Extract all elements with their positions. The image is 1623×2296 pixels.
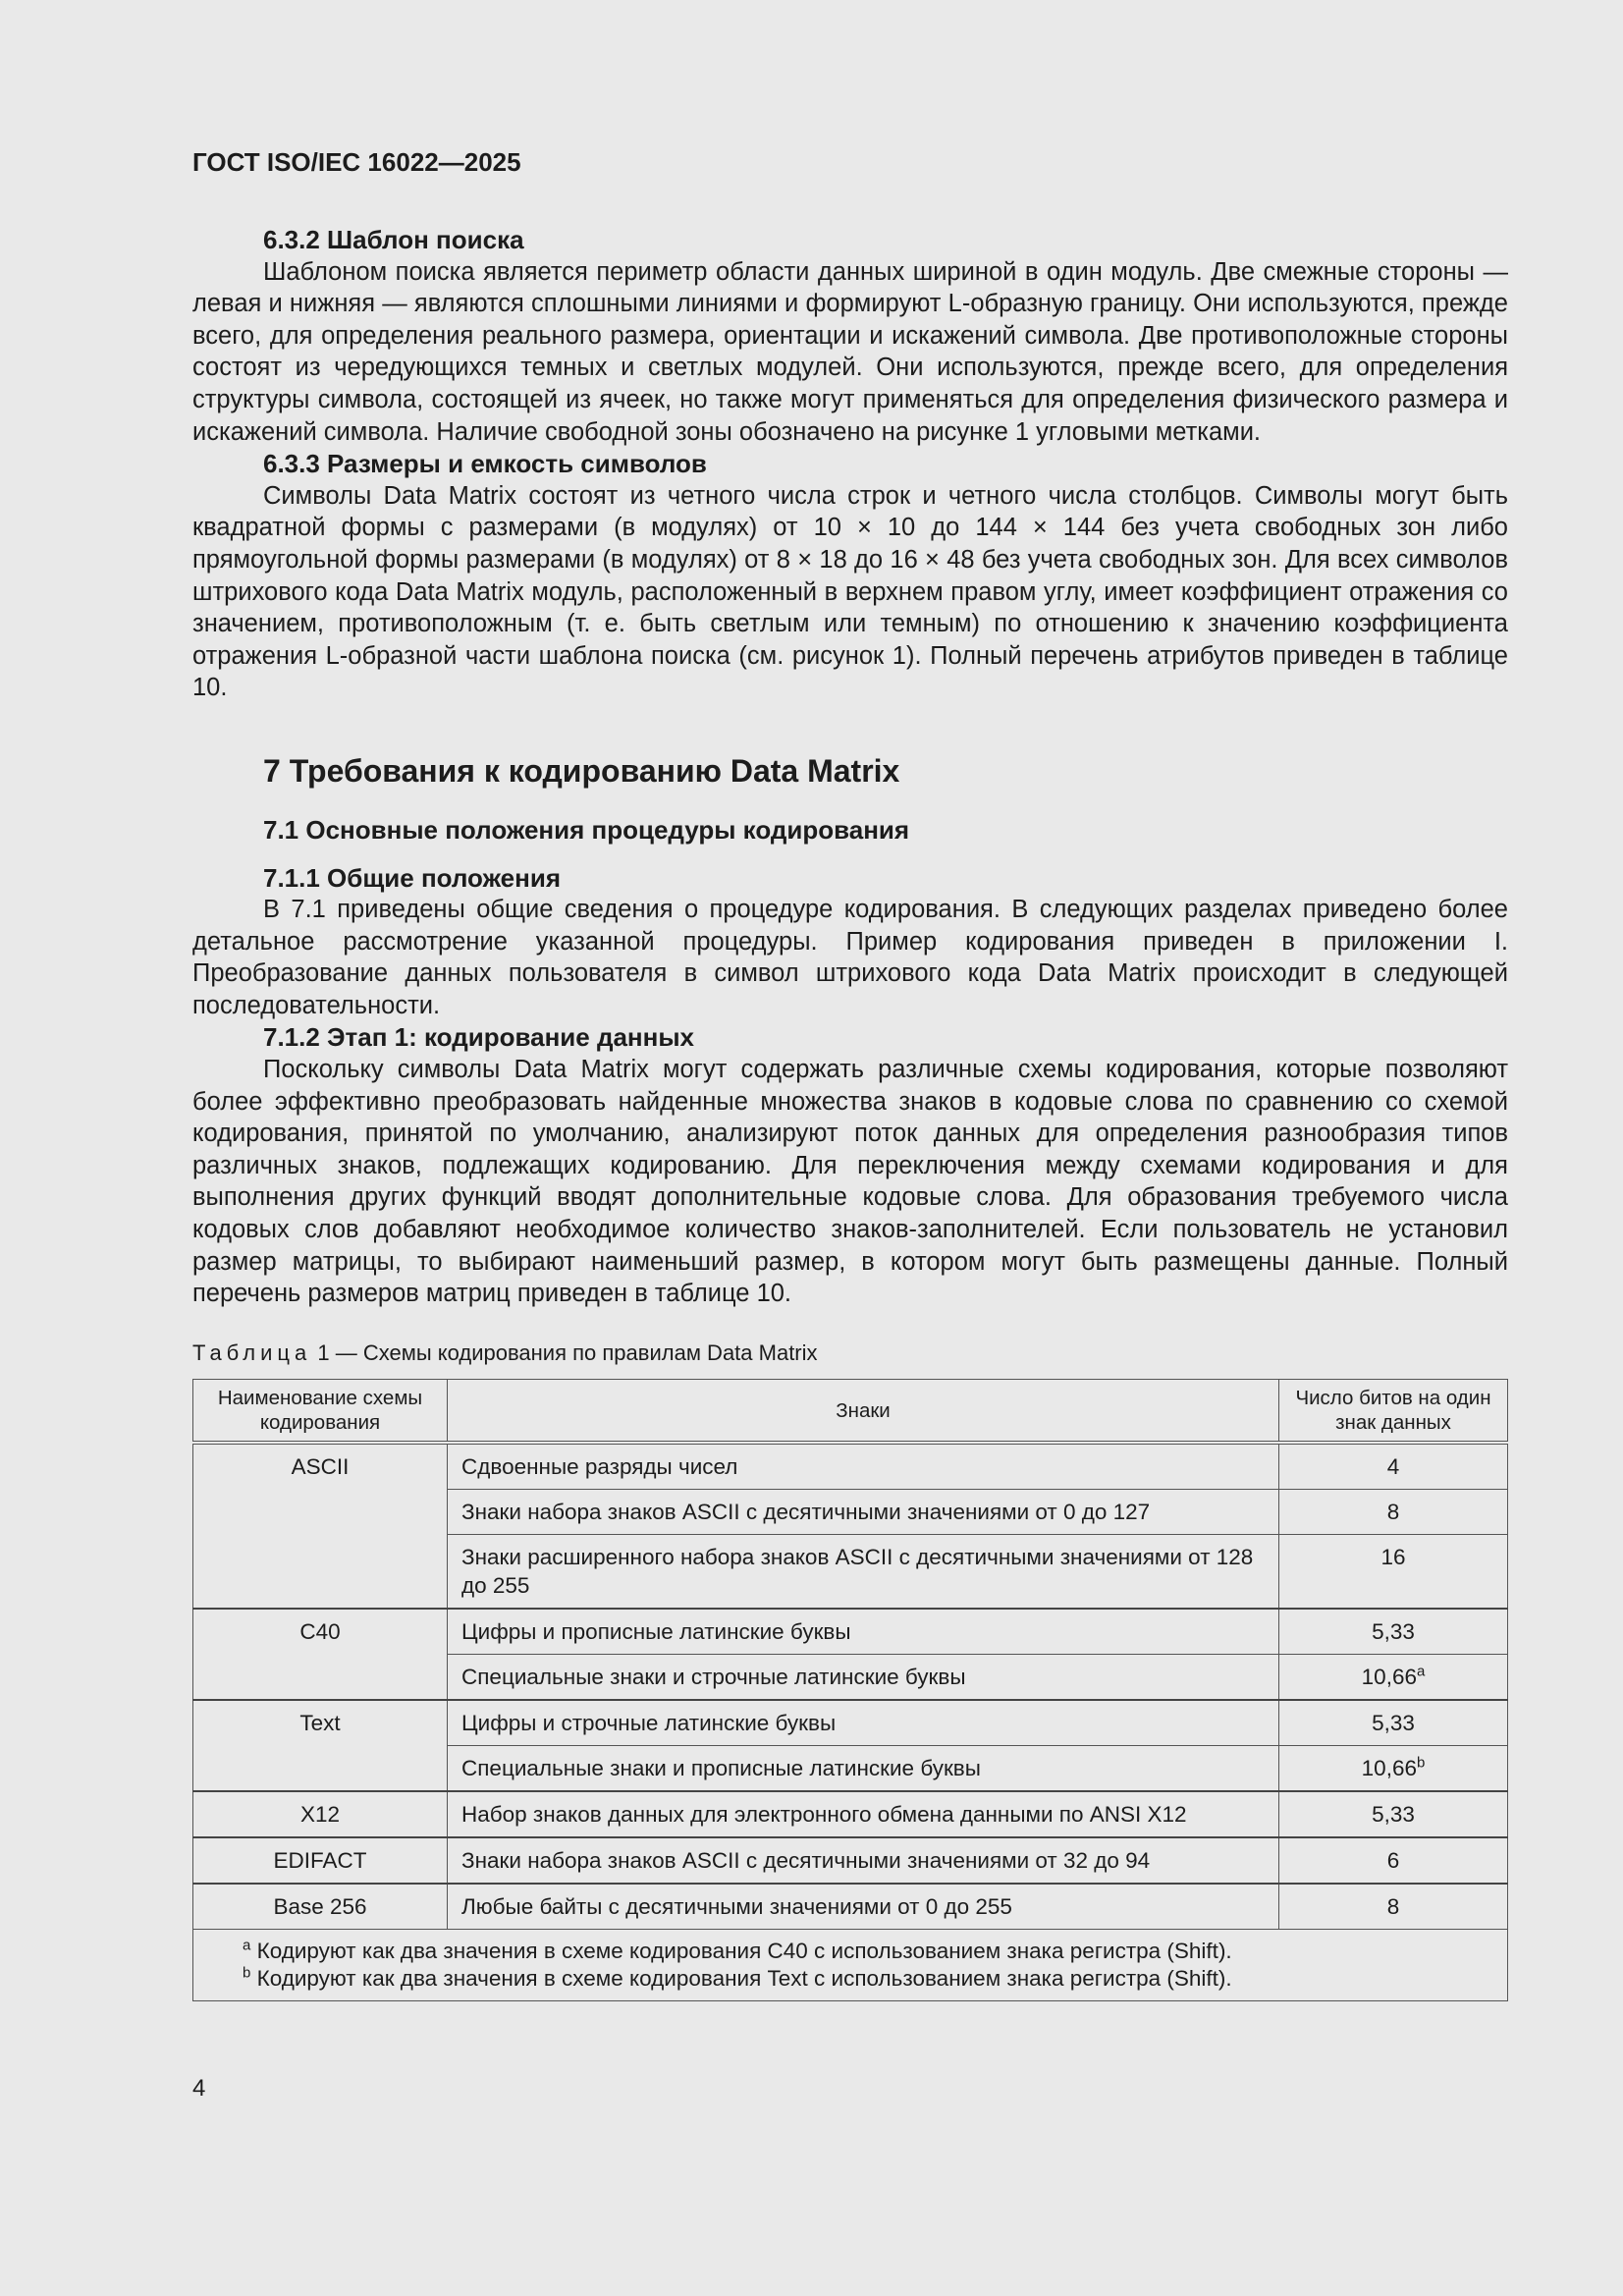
scheme-cell: Base 256 xyxy=(193,1884,448,1930)
chars-cell: Сдвоенные разряды чисел xyxy=(448,1443,1279,1490)
chars-cell: Знаки расширенного набора знаков ASCII с десятичными значениями от 128 до 255 xyxy=(448,1535,1279,1610)
footnote-b xyxy=(243,1965,1493,1993)
bits-cell: 6 xyxy=(1279,1837,1508,1884)
scheme-cell: Text xyxy=(193,1700,448,1791)
section-6-3-2-text: Шаблоном поиска является периметр области данных шириной в один модуль. Две смежные стороны — левая и нижняя — являются сплошными линиями и формируют L-образную границу. Они используются, прежде всего, для определения реального размера, ориентации и искажений символа. Две противоположные стороны состоят из чередующихся темных и светлых модулей. Они используются, прежде всего, для определения структуры символа, состоящей из ячеек, но также могут применяться для определения физического размера и искажений символа. Наличие свободной зоны обозначено на рисунке 1 угловыми метками. xyxy=(192,257,1508,446)
header-chars: Знаки xyxy=(448,1380,1279,1444)
bits-cell xyxy=(1279,1746,1508,1792)
footnote-b-mark: b xyxy=(243,1964,251,1982)
table-footnotes-row xyxy=(193,1930,1508,2001)
bits-cell: 5,33 xyxy=(1279,1700,1508,1746)
section-6-3-3-title: 6.3.3 Размеры и емкость символов xyxy=(263,449,707,479)
bits-value: 10,66 xyxy=(1361,1665,1417,1690)
section-7-1-title: 7.1 Основные положения процедуры кодирования xyxy=(263,814,910,845)
chars-cell: Специальные знаки и прописные латинские буквы xyxy=(448,1746,1279,1792)
table-row xyxy=(193,1884,1508,1930)
section-7-title: 7 Требования к кодированию Data Matrix xyxy=(263,752,900,789)
bits-cell: 16 xyxy=(1279,1535,1508,1610)
table-row xyxy=(193,1700,1508,1746)
chars-cell: Знаки набора знаков ASCII с десятичными значениями от 0 до 127 xyxy=(448,1490,1279,1535)
document-body xyxy=(192,224,1508,2001)
table-caption xyxy=(192,1338,1508,1370)
bits-cell: 5,33 xyxy=(1279,1609,1508,1655)
document-header: ГОСТ ISO/IEC 16022—2025 xyxy=(192,147,521,177)
table-header-row xyxy=(193,1380,1508,1444)
bits-cell: 8 xyxy=(1279,1884,1508,1930)
section-7-1-1-text: В 7.1 приведены общие сведения о процедуре кодирования. В следующих разделах приведено более детальное рассмотрение указанной процедуры. Пример кодирования приведен в приложении I. Преобразование данных пользователя в символ штрихового кода Data Matrix происходит в следующей последовательности. xyxy=(192,896,1508,1019)
header-scheme: Наименование схемы кодирования xyxy=(193,1380,448,1444)
header-bits: Число битов на один знак данных xyxy=(1279,1380,1508,1444)
chars-cell: Знаки набора знаков ASCII с десятичными значениями от 32 до 94 xyxy=(448,1837,1279,1884)
chars-cell: Набор знаков данных для электронного обмена данными по ANSI X12 xyxy=(448,1791,1279,1837)
scheme-cell: ASCII xyxy=(193,1443,448,1609)
page-number: 4 xyxy=(192,2075,206,2102)
table-footnotes xyxy=(193,1930,1508,2001)
table-row xyxy=(193,1837,1508,1884)
encoding-schemes-table xyxy=(192,1379,1508,2001)
footnote-mark-a: a xyxy=(1416,1663,1426,1680)
table-caption-text: 1 — Схемы кодирования по правилам Data Matrix xyxy=(311,1339,818,1365)
section-6-3-3-text: Символы Data Matrix состоят из четного числа строк и четного числа столбцов. Символы могут быть квадратной формы с размерами (в модулях) от 10 × 10 до 144 × 144 без учета свободных зон либо прямоугольной формы размерами (в модулях) от 8 × 18 до 16 × 48 без учета свободных зон. Для всех символов штрихового кода Data Matrix модуль, расположенный в верхнем правом углу, имеет коэффициент отражения со значением, противоположным (т. е. быть светлым или темным) по отношению к значению коэффициента отражения L-образной части шаблона поиска (см. рисунок 1). Полный перечень атрибутов приведен в таблице 10. xyxy=(192,481,1508,702)
section-7-1-2-title: 7.1.2 Этап 1: кодирование данных xyxy=(263,1022,694,1053)
chars-cell: Специальные знаки и строчные латинские буквы xyxy=(448,1655,1279,1701)
bits-cell: 8 xyxy=(1279,1490,1508,1535)
footnote-mark-b: b xyxy=(1416,1754,1426,1772)
footnote-a xyxy=(243,1938,1493,1965)
scheme-cell: X12 xyxy=(193,1791,448,1837)
section-7-1-1-title: 7.1.1 Общие положения xyxy=(263,862,561,893)
table-row xyxy=(193,1443,1508,1490)
footnote-b-text: Кодируют как два значения в схеме кодирования Text с использованием знака регистра (Shift). xyxy=(250,1966,1232,1992)
chars-cell: Цифры и строчные латинские буквы xyxy=(448,1700,1279,1746)
bits-cell xyxy=(1279,1655,1508,1701)
table-row xyxy=(193,1791,1508,1837)
section-6-3-2-title: 6.3.2 Шаблон поиска xyxy=(263,225,524,254)
footnote-a-mark: a xyxy=(243,1937,251,1954)
table-caption-word: Таблица xyxy=(192,1339,312,1365)
section-7-1-2-text: Поскольку символы Data Matrix могут содержать различные схемы кодирования, которые позволяют более эффективно преобразовать найденные множества знаков в кодовые слова по сравнению со схемой кодирования, принятой по умолчанию, анализируют поток данных для определения разнообразия типов различных знаков, подлежащих кодированию. Для переключения между схемами кодирования и для выполнения других функций вводят дополнительные кодовые слова. Для образования требуемого числа кодовых слов добавляют необходимое количество знаков-заполнителей. Если пользователь не установил размер матрицы, то выбирают наименьший размер, в котором могут быть размещены данные. Полный перечень размеров матриц приведен в таблице 10. xyxy=(192,1056,1508,1308)
bits-cell: 4 xyxy=(1279,1443,1508,1490)
footnote-a-text: Кодируют как два значения в схеме кодирования C40 с использованием знака регистра (Shift). xyxy=(250,1939,1232,1964)
scheme-cell: EDIFACT xyxy=(193,1837,448,1884)
table-row xyxy=(193,1609,1508,1655)
chars-cell: Цифры и прописные латинские буквы xyxy=(448,1609,1279,1655)
bits-cell: 5,33 xyxy=(1279,1791,1508,1837)
scheme-cell: C40 xyxy=(193,1609,448,1700)
chars-cell: Любые байты с десятичными значениями от 0 до 255 xyxy=(448,1884,1279,1930)
bits-value: 10,66 xyxy=(1361,1756,1417,1781)
